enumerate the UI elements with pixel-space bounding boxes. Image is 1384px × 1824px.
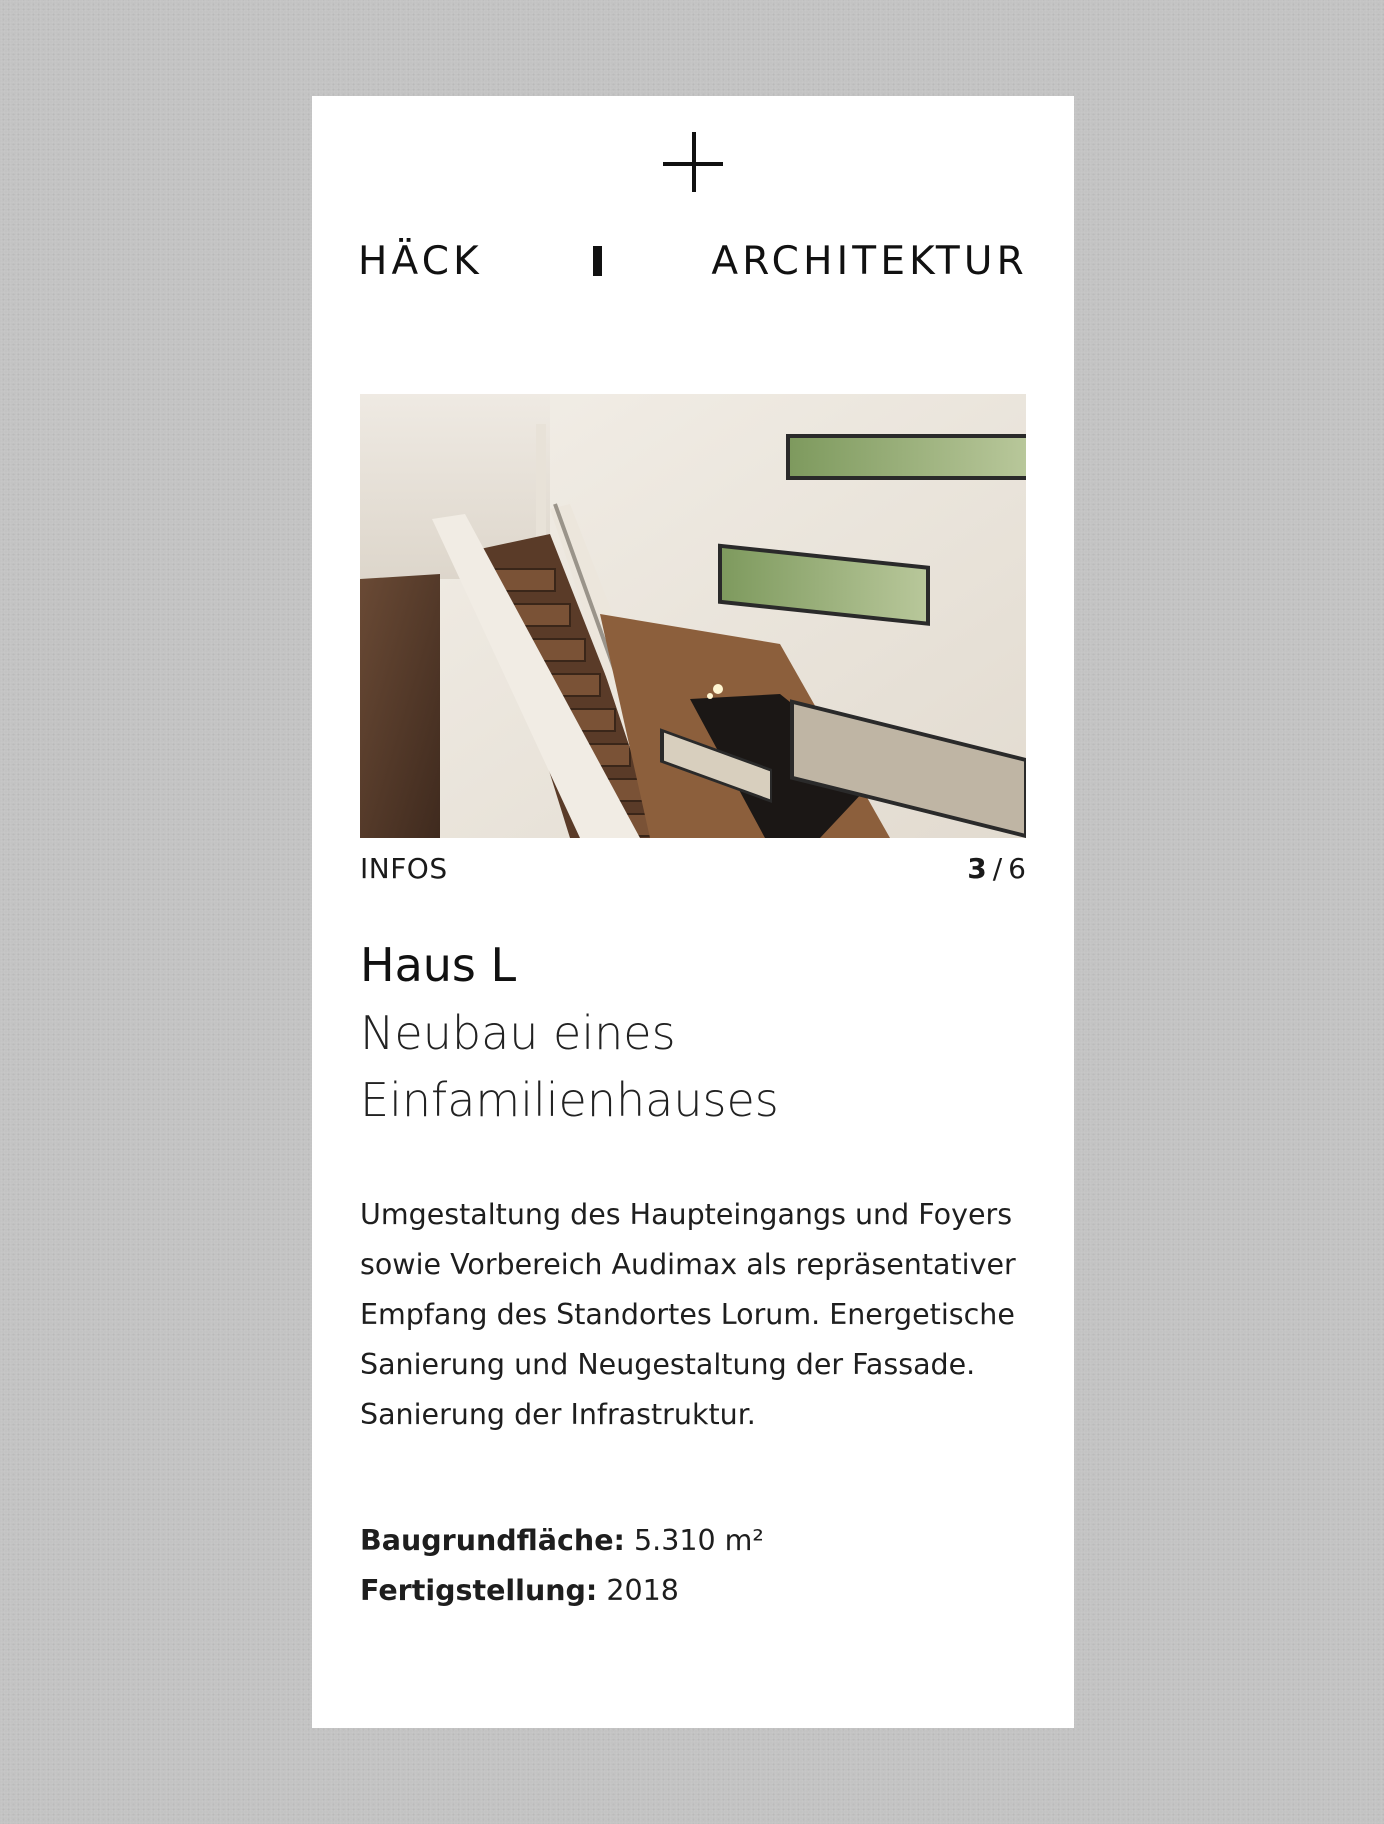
brand-name-right: ARCHITEKTUR [711,238,1028,284]
brand-wordmark[interactable] [358,236,1028,286]
brand-name-left: HÄCK [358,238,483,284]
brand-separator [593,246,602,276]
project-title: Haus L [360,938,517,992]
pager-current: 3 [967,852,987,885]
pager-separator: / [992,852,1003,885]
gallery-pager [967,852,1026,885]
project-subtitle [360,1000,1026,1134]
fact-value: 2018 [606,1574,679,1607]
fact-label: Baugrundfläche: [360,1524,625,1557]
project-card [312,96,1074,1728]
fact-row [360,1566,1026,1616]
project-facts [360,1516,1026,1616]
fact-value: 5.310 m² [634,1524,764,1557]
infos-link[interactable]: INFOS [360,852,448,885]
plus-cross-icon[interactable] [663,132,723,192]
fact-row [360,1516,1026,1566]
project-subtitle-line1: Neubau eines [360,1006,676,1060]
project-description: Umgestaltung des Haupteingangs und Foyers sowie Vorbereich Audimax als repräsentativer Empfang des Standortes Lorum. Energetische Sanierung und Neugestaltung der Fassade. Sanierung der Infrastruktur. [360,1198,1016,1431]
project-photo[interactable] [360,394,1026,838]
gallery-meta [360,852,1026,885]
project-subtitle-line2: Einfamilienhauses [360,1073,779,1127]
pager-total: 6 [1008,852,1026,885]
fact-label: Fertigstellung: [360,1574,598,1607]
